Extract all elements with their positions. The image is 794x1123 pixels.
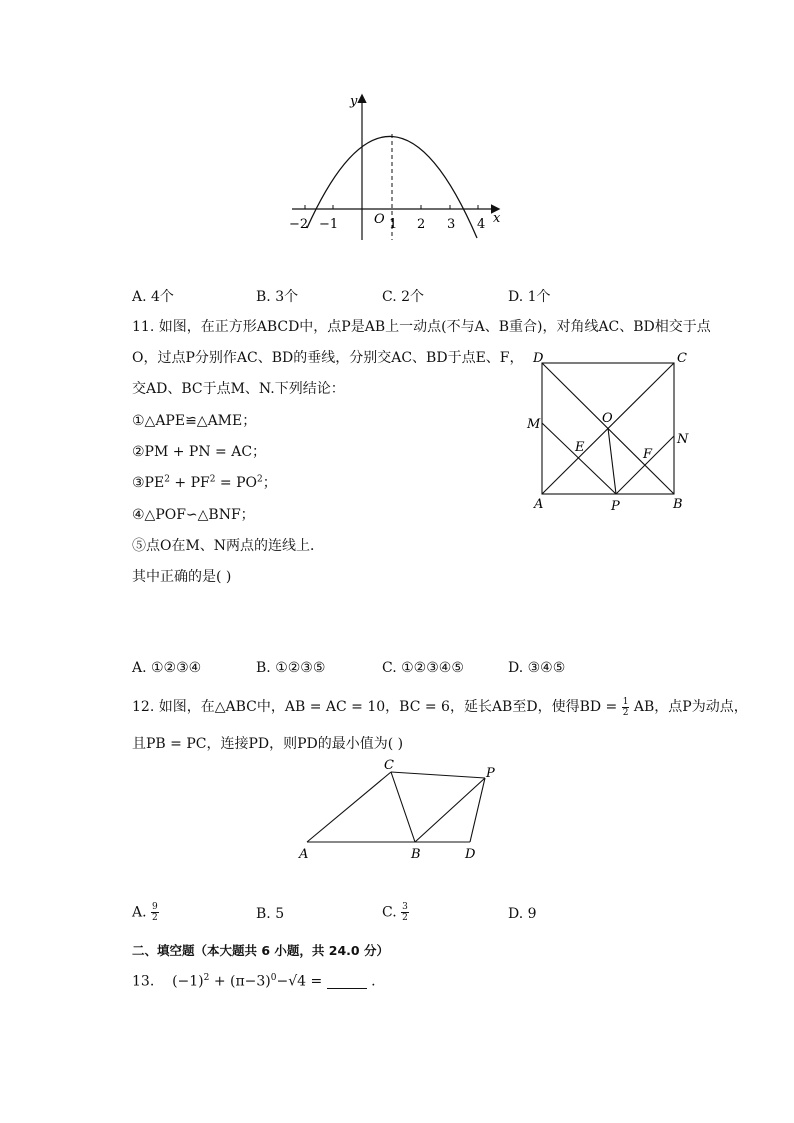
- section-heading: 二、填空题（本大题共 6 小题，共 24.0 分）: [132, 943, 389, 958]
- tick-label: 4: [477, 217, 486, 232]
- tick-label: 1: [389, 217, 398, 232]
- label-B: B: [411, 847, 421, 862]
- label-C: C: [384, 758, 394, 773]
- q11-line1: 11. 如图，在正方形ABCD中，点P是AB上一动点(不与A、B重合)，对角线AC、BD相交于点: [132, 319, 711, 335]
- tick-label: −2: [289, 217, 309, 232]
- q11-conclusion-4: ④△POF∽△BNF；: [132, 507, 255, 523]
- q12-line2: 且PB = PC，连接PD，则PD的最小值为( ): [132, 736, 404, 752]
- label-O: O: [602, 411, 613, 426]
- q12-line1: 12. 如图，在△ABC中，AB = AC = 10，BC = 6，延长AB至D，使得BD = $\frac{1}{2}$ AB，点P为动点，: [132, 696, 748, 718]
- answer-blank[interactable]: [327, 974, 367, 989]
- label-E: E: [575, 440, 585, 455]
- q11-ask: 其中正确的是( ): [132, 569, 232, 585]
- q11-conclusion-2: ②PM + PN = AC；: [132, 444, 267, 460]
- label-B: B: [673, 497, 683, 512]
- option-a[interactable]: A. ①②③④: [132, 660, 202, 676]
- tick-label: −1: [319, 217, 339, 232]
- option-c[interactable]: C. $\frac{3}{2}$: [382, 902, 408, 923]
- label-D: D: [465, 847, 476, 862]
- fraction-one-half: $\frac{1}{2}$: [622, 696, 629, 718]
- x-axis-label: x: [493, 211, 501, 226]
- tick-label: 3: [447, 217, 456, 232]
- label-C: C: [677, 351, 687, 366]
- option-d[interactable]: D. ③④⑤: [508, 660, 566, 676]
- option-c[interactable]: C. ①②③④⑤: [382, 660, 464, 676]
- y-axis-label: y: [350, 94, 358, 109]
- q11-conclusion-5: ⑤点O在M、N两点的连线上．: [132, 538, 325, 554]
- q11-line3: 交AD、BC于点M、N.下列结论：: [132, 381, 345, 397]
- option-a[interactable]: A. 4个: [132, 289, 174, 305]
- option-c[interactable]: C. 2个: [382, 289, 425, 305]
- label-F: F: [643, 447, 653, 462]
- label-P: P: [486, 766, 495, 781]
- option-a[interactable]: A. $\frac{9}{2}$: [132, 902, 158, 923]
- option-b[interactable]: B. 5: [256, 906, 285, 922]
- label-P: P: [611, 499, 620, 513]
- q11-line2: O，过点P分别作AC、BD的垂线，分别交AC、BD于点E、F，: [132, 350, 524, 366]
- option-d[interactable]: D. 1个: [508, 289, 551, 305]
- square-figure: [525, 348, 700, 513]
- q11-conclusion-1: ①△APE≌△AME；: [132, 413, 257, 429]
- parabola-graph: [280, 90, 510, 240]
- option-d[interactable]: D. 9: [508, 906, 537, 922]
- label-D: D: [533, 351, 544, 366]
- q11-conclusion-3: $③PE^2 + PF^2 = PO^2$；: [132, 474, 277, 491]
- option-b[interactable]: B. 3个: [256, 289, 299, 305]
- question-13: 13. $(-1)^2 + (\pi-3)^0-√4$ = .: [132, 973, 376, 990]
- label-M: M: [527, 417, 541, 432]
- triangle-figure: [295, 757, 505, 862]
- option-b[interactable]: B. ①②③⑤: [256, 660, 326, 676]
- label-A: A: [299, 847, 309, 862]
- tick-label: 2: [417, 217, 426, 232]
- label-N: N: [677, 432, 689, 447]
- label-A: A: [534, 497, 544, 512]
- origin-label: O: [374, 212, 385, 227]
